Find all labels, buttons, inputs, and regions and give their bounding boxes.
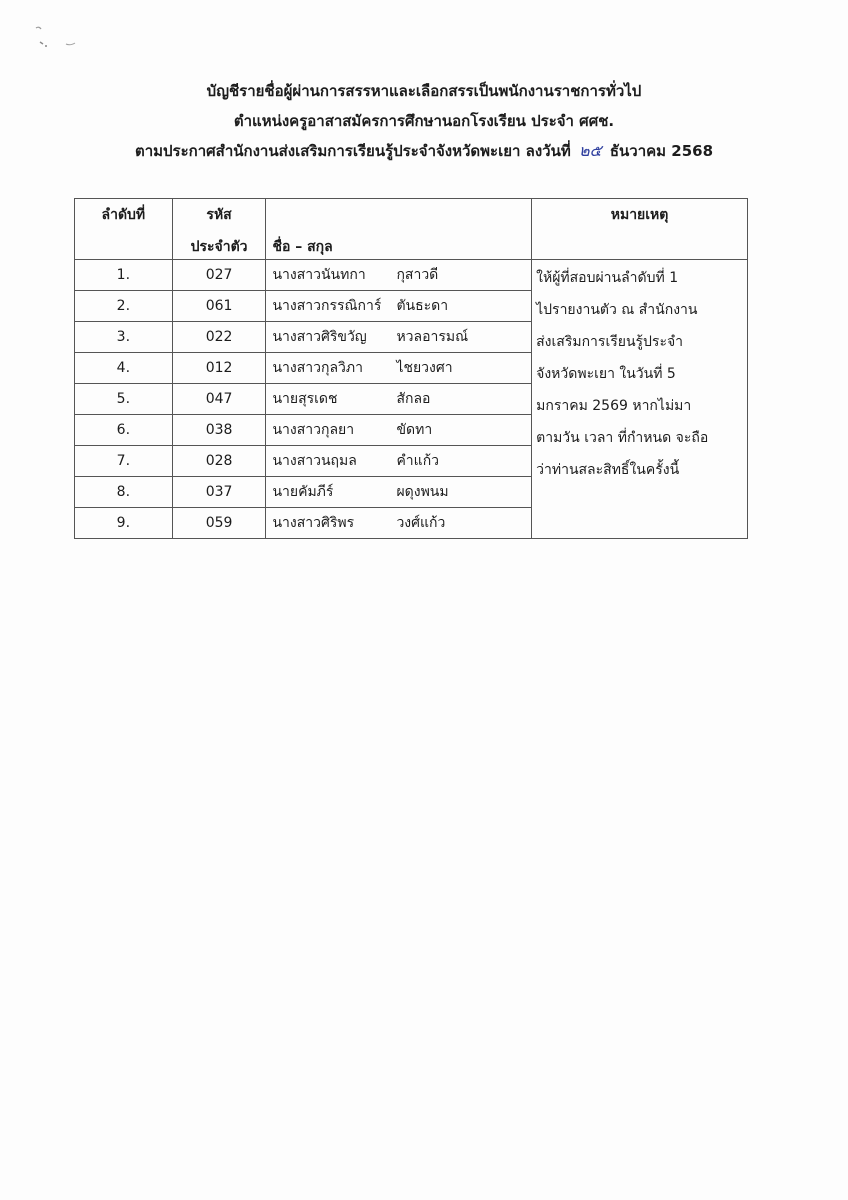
scan-smudge-mark <box>30 20 90 60</box>
row-code: 037 <box>172 477 266 508</box>
last-name: ผดุงพนม <box>396 484 449 500</box>
remark-line: ให้ผู้ที่สอบผ่านลำดับที่ 1 <box>536 270 679 286</box>
row-code: 061 <box>172 291 266 322</box>
row-order: 9. <box>75 508 173 539</box>
title-line-1: บัญชีรายชื่อผู้ผ่านการสรรหาและเลือกสรรเป็นพนักงานราชการทั่วไป <box>206 82 642 100</box>
row-order: 7. <box>75 446 173 477</box>
row-order: 8. <box>75 477 173 508</box>
last-name: สักลอ <box>396 391 431 407</box>
last-name: หวลอารมณ์ <box>396 329 469 345</box>
first-name: นายคัมภีร์ <box>272 484 334 500</box>
handwritten-day: ๒๕ <box>578 141 602 160</box>
first-name: นางสาวศิริขวัญ <box>272 329 367 345</box>
row-order: 3. <box>75 322 173 353</box>
row-name <box>266 291 532 322</box>
first-name: นายสุรเดช <box>272 391 338 407</box>
row-name <box>266 353 532 384</box>
first-name: นางสาวศิริพร <box>272 515 355 531</box>
first-name: นางสาวกุลยา <box>272 422 355 438</box>
row-code: 028 <box>172 446 266 477</box>
row-name <box>266 384 532 415</box>
remark-line: ว่าท่านสละสิทธิ์ในครั้งนี้ <box>536 462 680 478</box>
document-header <box>0 76 848 166</box>
title-line-3 <box>0 136 848 166</box>
row-name <box>266 322 532 353</box>
last-name: ขัดทา <box>396 422 433 438</box>
row-code: 059 <box>172 508 266 539</box>
row-code: 038 <box>172 415 266 446</box>
row-code: 022 <box>172 322 266 353</box>
first-name: นางสาวกุลวิภา <box>272 360 363 376</box>
header-remark: หมายเหตุ <box>532 199 748 260</box>
row-code: 047 <box>172 384 266 415</box>
row-order: 4. <box>75 353 173 384</box>
row-name <box>266 477 532 508</box>
row-name <box>266 446 532 477</box>
remark-line: จังหวัดพะเยา ในวันที่ 5 <box>536 366 676 382</box>
first-name: นางสาวนันทกา <box>272 267 366 283</box>
remark-line: มกราคม 2569 หากไม่มา <box>536 398 692 414</box>
title-line-3-prefix: ตามประกาศสำนักงานส่งเสริมการเรียนรู้ประจำจังหวัดพะเยา ลงวันที่ <box>134 142 571 160</box>
header-code-line1: รหัส <box>206 207 232 223</box>
row-order: 6. <box>75 415 173 446</box>
remark-line: ไปรายงานตัว ณ สำนักงาน <box>536 302 698 318</box>
row-order: 2. <box>75 291 173 322</box>
row-code: 027 <box>172 260 266 291</box>
row-order: 1. <box>75 260 173 291</box>
remark-line: ตามวัน เวลา ที่กำหนด จะถือ <box>536 430 709 446</box>
title-line-2: ตำแหน่งครูอาสาสมัครการศึกษานอกโรงเรียน ประจำ ศศช. <box>233 112 615 130</box>
row-order: 5. <box>75 384 173 415</box>
results-table <box>74 198 748 539</box>
first-name: นางสาวนฤมล <box>272 453 357 469</box>
row-code: 012 <box>172 353 266 384</box>
header-code <box>172 199 266 260</box>
row-name <box>266 260 532 291</box>
first-name: นางสาวกรรณิการ์ <box>272 298 382 314</box>
header-code-line2: ประจำตัว <box>190 239 248 255</box>
last-name: กุสาวดี <box>396 267 439 283</box>
remark-line: ส่งเสริมการเรียนรู้ประจำ <box>536 334 684 350</box>
last-name: วงศ์แก้ว <box>396 515 446 531</box>
title-line-3-suffix: ธันวาคม 2568 <box>609 142 714 160</box>
remark-cell <box>532 260 748 539</box>
last-name: ไชยวงศา <box>396 360 453 376</box>
last-name: คำแก้ว <box>396 453 440 469</box>
header-name: ชื่อ – สกุล <box>266 199 532 260</box>
row-name <box>266 415 532 446</box>
row-name <box>266 508 532 539</box>
last-name: ตันธะดา <box>396 298 449 314</box>
header-order: ลำดับที่ <box>75 199 173 260</box>
table-row <box>75 260 748 291</box>
table-header-row <box>75 199 748 260</box>
